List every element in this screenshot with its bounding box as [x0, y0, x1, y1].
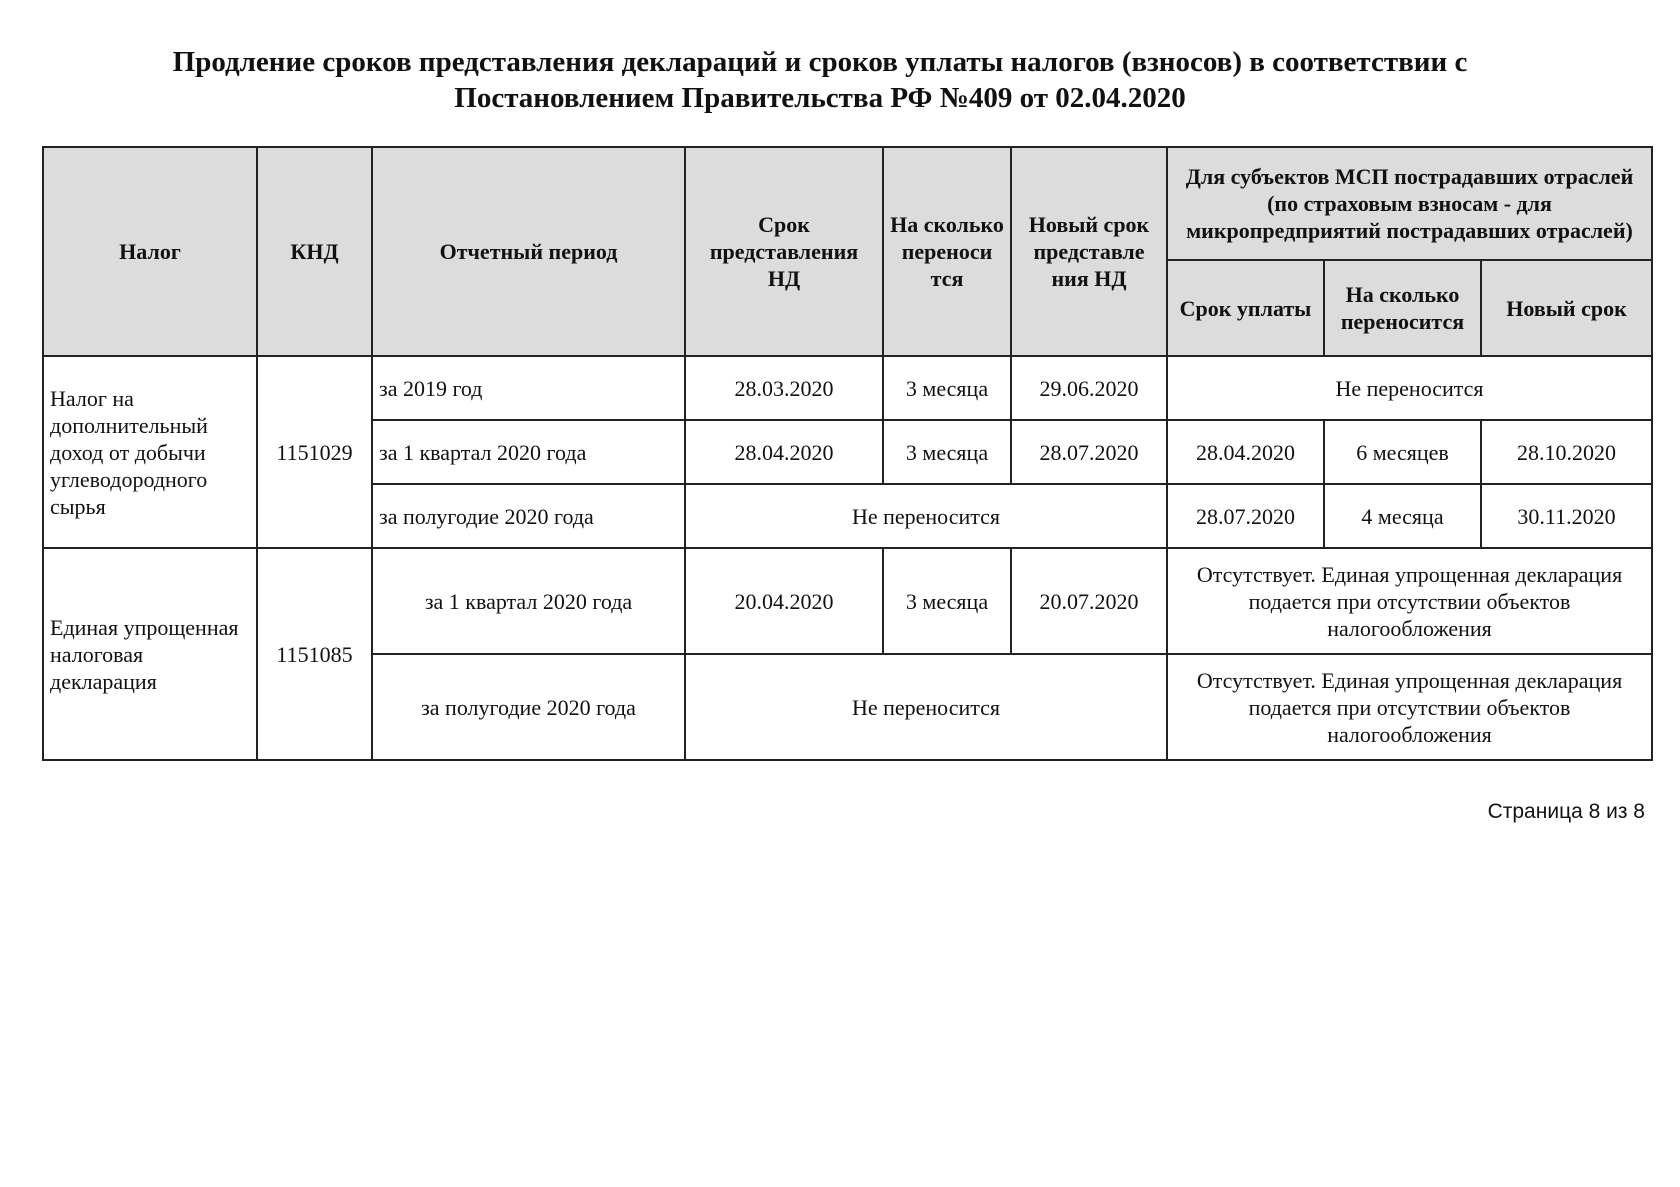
new-deadline-cell: 28.07.2020	[1011, 420, 1167, 484]
period-cell: за 1 квартал 2020 года	[372, 420, 685, 484]
header-msp-new: Новый срок	[1481, 260, 1652, 356]
title-line-2: Постановлением Правительства РФ №409 от 02.04.2020	[454, 82, 1186, 114]
header-msp-shift: На сколько переносится	[1324, 260, 1481, 356]
new-deadline-cell: 29.06.2020	[1011, 356, 1167, 420]
period-cell: за 1 квартал 2020 года	[372, 548, 685, 654]
nd-note-cell: Не переносится	[685, 484, 1167, 548]
period-cell: за полугодие 2020 года	[372, 484, 685, 548]
new-deadline-cell: 20.07.2020	[1011, 548, 1167, 654]
header-new-deadline: Новый срок представле ния НД	[1011, 147, 1167, 356]
header-msp-group: Для субъектов МСП пострадавших отраслей (по страховым взносам - для микропредприятий пострадавших отраслей)	[1167, 147, 1652, 260]
page-title	[60, 44, 1580, 116]
msp-note-cell: Не переносится	[1167, 356, 1652, 420]
header-tax: Налог	[43, 147, 257, 356]
header-knd: КНД	[257, 147, 372, 356]
tax-name: Налог на дополнительный доход от добычи углеводородного сырья	[43, 356, 257, 548]
msp-note-cell: Отсутствует. Единая упрощенная декларация подается при отсутствии объектов налогообложения	[1167, 654, 1652, 760]
header-deadline: Срок представления НД	[685, 147, 883, 356]
period-cell: за 2019 год	[372, 356, 685, 420]
header-period: Отчетный период	[372, 147, 685, 356]
shift-cell: 3 месяца	[883, 548, 1011, 654]
shift-cell: 3 месяца	[883, 356, 1011, 420]
msp-note-cell: Отсутствует. Единая упрощенная декларация подается при отсутствии объектов налогообложения	[1167, 548, 1652, 654]
page-footer: Страница 8 из 8	[1487, 800, 1645, 823]
shift-cell: 3 месяца	[883, 420, 1011, 484]
msp-new-cell: 28.10.2020	[1481, 420, 1652, 484]
nd-note-cell: Не переносится	[685, 654, 1167, 760]
msp-payment-cell: 28.04.2020	[1167, 420, 1324, 484]
title-line-1: Продление сроков представления деклараций и сроков уплаты налогов (взносов) в соответствии с	[172, 46, 1468, 78]
extension-table	[42, 146, 1653, 761]
msp-payment-cell: 28.07.2020	[1167, 484, 1324, 548]
period-cell: за полугодие 2020 года	[372, 654, 685, 760]
msp-new-cell: 30.11.2020	[1481, 484, 1652, 548]
msp-shift-cell: 4 месяца	[1324, 484, 1481, 548]
table-row	[43, 356, 1652, 420]
deadline-cell: 28.03.2020	[685, 356, 883, 420]
header-msp-payment: Срок уплаты	[1167, 260, 1324, 356]
deadline-cell: 28.04.2020	[685, 420, 883, 484]
table-row	[43, 548, 1652, 654]
knd-code: 1151085	[257, 548, 372, 760]
msp-shift-cell: 6 месяцев	[1324, 420, 1481, 484]
tax-name: Единая упрощенная налоговая декларация	[43, 548, 257, 760]
deadline-cell: 20.04.2020	[685, 548, 883, 654]
knd-code: 1151029	[257, 356, 372, 548]
header-shift: На сколько переноси тся	[883, 147, 1011, 356]
